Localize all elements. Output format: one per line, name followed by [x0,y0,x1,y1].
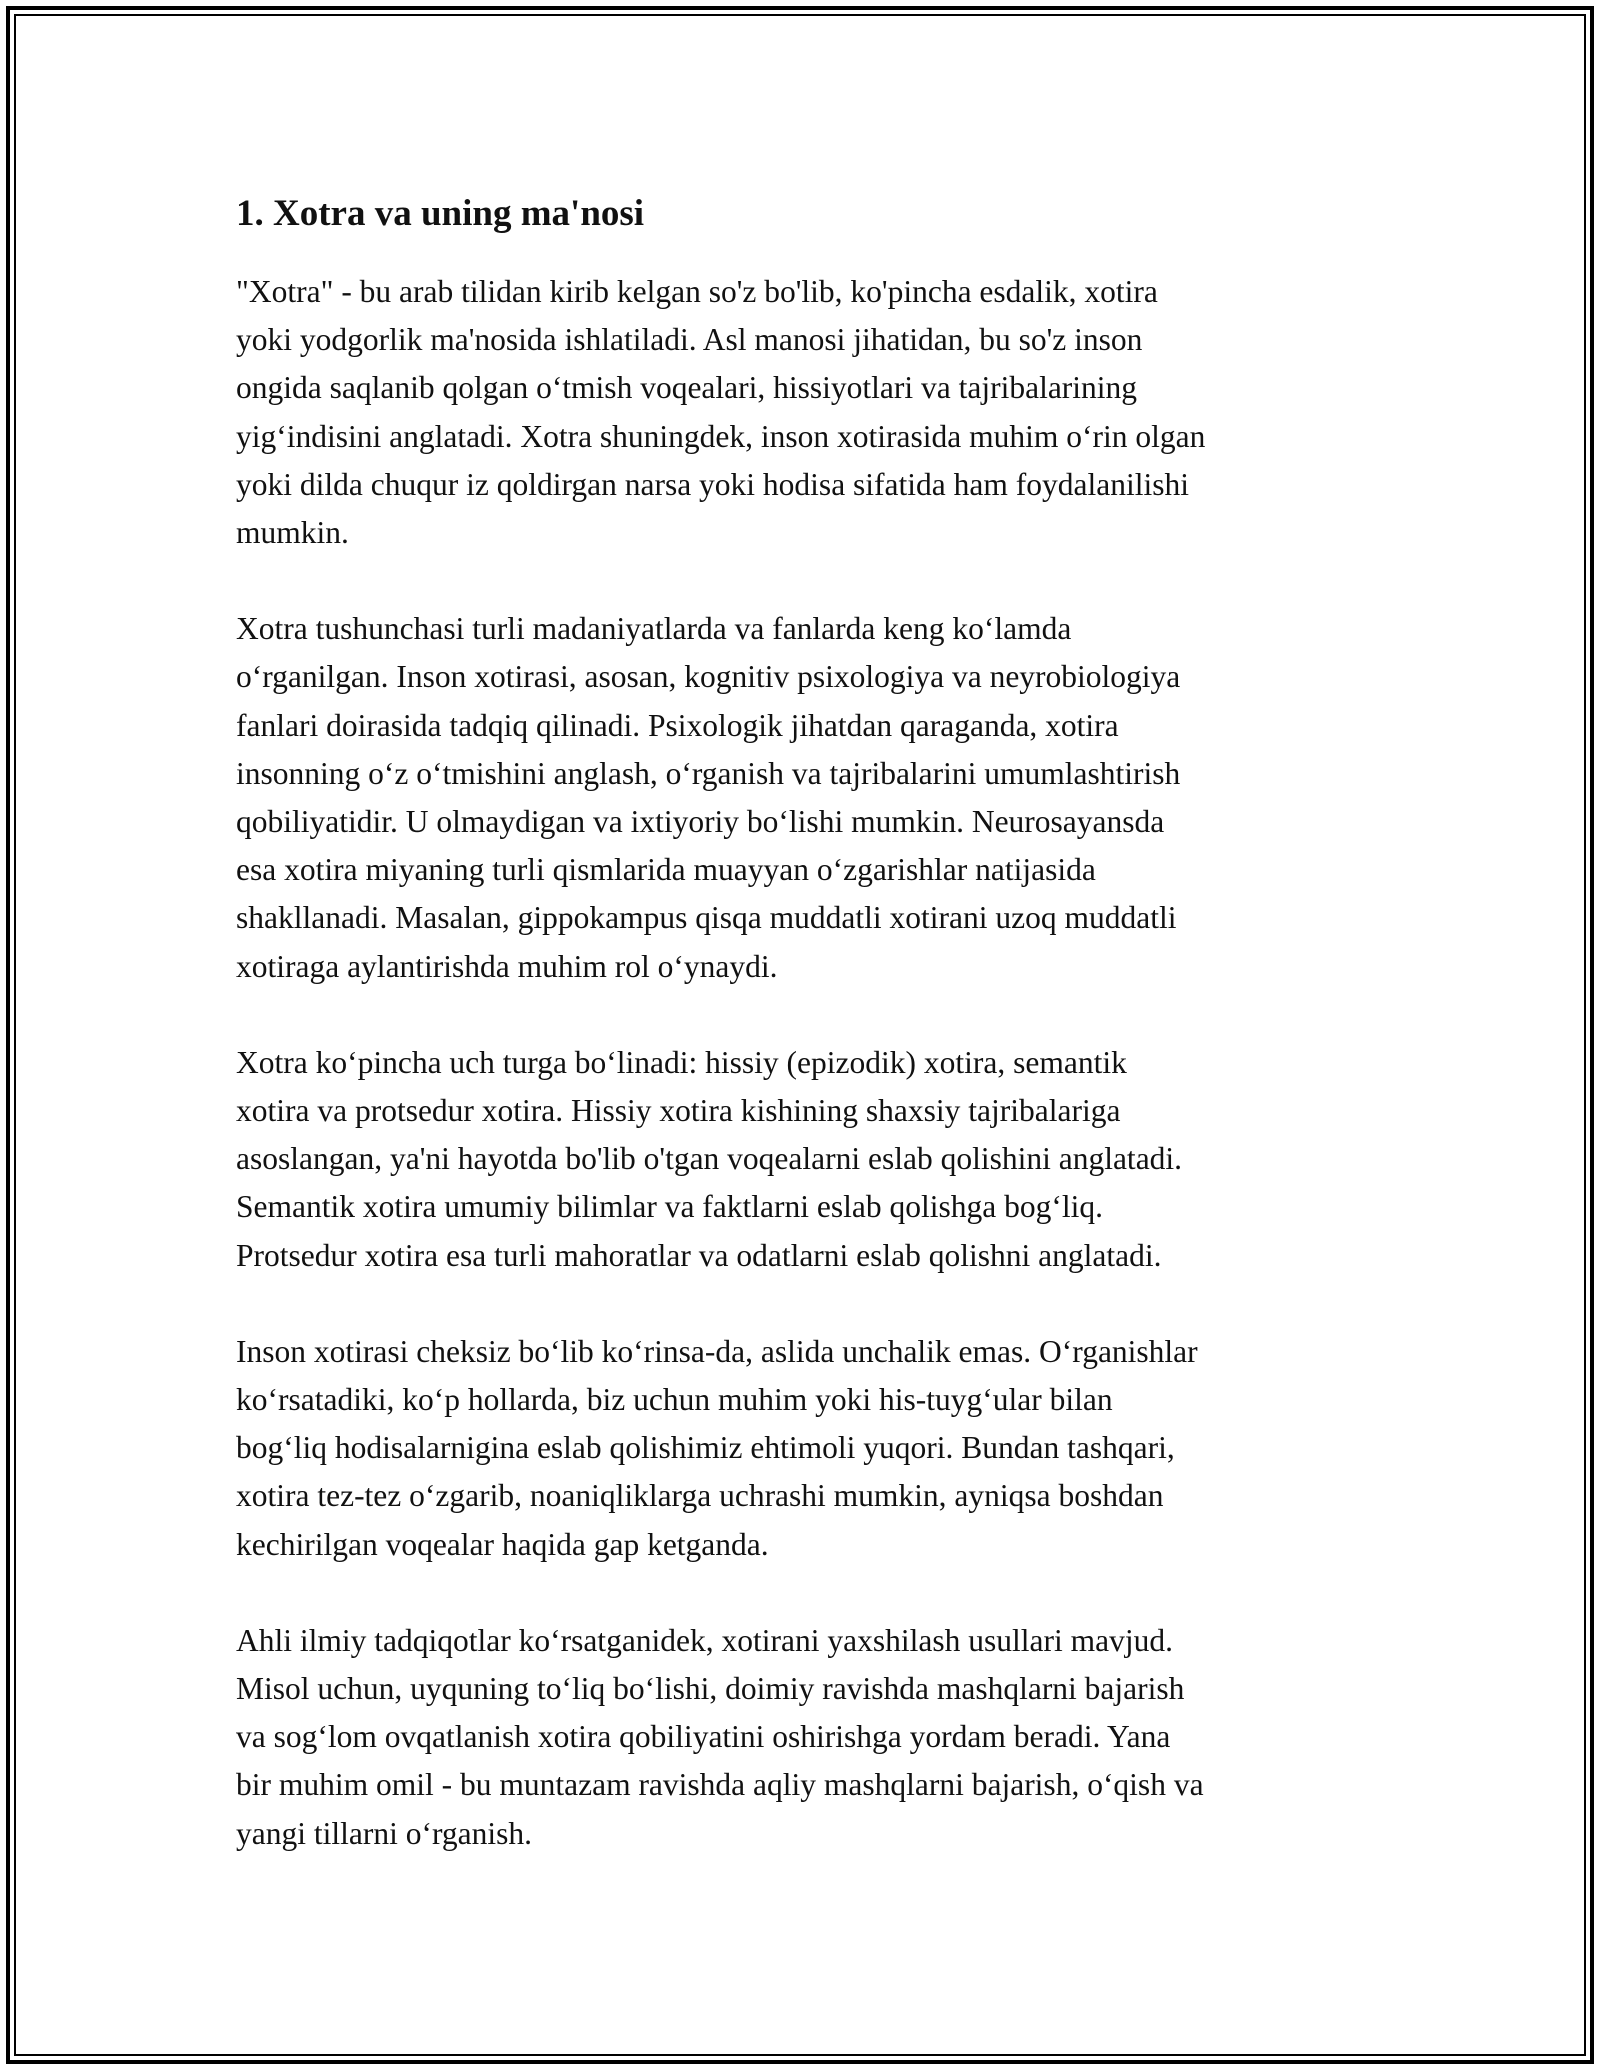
text-line: "Xotra" - bu arab tilidan kirib kelgan so'z bo'lib, ko'pincha esdalik, xotira [236,274,1158,309]
text-line: xotiraga aylantirishda muhim rol o‘ynaydi. [236,948,778,984]
text-line: bog‘liq hodisalarnigina eslab qolishimiz ehtimoli yuqori. Bundan tashqari, [236,1430,1175,1466]
text-line: Xotra ko‘pincha uch turga bo‘linadi: hissiy (epizodik) xotira, semantik [236,1044,1127,1080]
text-line: Semantik xotira umumiy bilimlar va faktlarni eslab qolishga bog‘liq. [236,1189,1103,1225]
paragraph-4 [236,1328,1376,1569]
text-line: esa xotira miyaning turli qismlarida muayyan o‘zgarishlar natijasida [236,852,1096,888]
text-line: Ahli ilmiy tadqiqotlar ko‘rsatganidek, xotirani yaxshilash usullari mavjud. [236,1622,1173,1658]
text-line: yoki yodgorlik ma'nosida ishlatiladi. Asl manosi jihatidan, bu so'z inson [236,322,1143,358]
text-line: yig‘indisini anglatadi. Xotra shuningdek, inson xotirasida muhim o‘rin olgan [236,418,1206,454]
text-line: Inson xotirasi cheksiz bo‘lib ko‘rinsa-da, aslida unchalik emas. O‘rganishlar [236,1333,1198,1369]
document-body [236,186,1376,1906]
text-line: Xotra tushunchasi turli madaniyatlarda va fanlarda keng ko‘lamda [236,611,1072,647]
text-line: yoki dilda chuqur iz qoldirgan narsa yoki hodisa sifatida ham foydalanilishi [236,466,1189,502]
text-line: qobiliyatidir. U olmaydigan va ixtiyoriy bo‘lishi mumkin. Neurosayansda [236,804,1165,840]
text-line: asoslangan, ya'ni hayotda bo'lib o'tgan voqealarni eslab qolishini anglatadi. [236,1141,1183,1177]
text-line: o‘rganilgan. Inson xotirasi, asosan, kognitiv psixologiya va neyrobiologiya [236,659,1181,695]
paragraph-3 [236,1039,1376,1280]
text-line: mumkin. [236,515,349,551]
text-line: va sog‘lom ovqatlanish xotira qobiliyatini oshirishga yordam beradi. Yana [236,1719,1171,1755]
text-line: ko‘rsatadiki, ko‘p hollarda, biz uchun muhim yoki his-tuyg‘ular bilan [236,1382,1113,1418]
text-line: shakllanadi. Masalan, gippokampus qisqa muddatli xotirani uzoq muddatli [236,900,1177,936]
text-line: Misol uchun, uyquning to‘liq bo‘lishi, doimiy ravishda mashqlarni bajarish [236,1671,1185,1707]
text-line: Protsedur xotira esa turli mahoratlar va odatlarni eslab qolishni anglatadi. [236,1237,1162,1273]
text-line: yangi tillarni o‘rganish. [236,1815,532,1851]
paragraph-1 [236,268,1376,557]
paragraph-2 [236,605,1376,991]
text-line: ongida saqlanib qolgan o‘tmish voqealari, hissiyotlari va tajribalarining [236,370,1138,406]
section-heading: 1. Xotra va uning ma'nosi [236,193,645,234]
paragraph-5 [236,1617,1376,1858]
text-line: xotira tez-tez o‘zgarib, noaniqliklarga uchrashi mumkin, ayniqsa boshdan [236,1478,1164,1514]
text-line: xotira va protsedur xotira. Hissiy xotira kishining shaxsiy tajribalariga [236,1093,1121,1129]
text-line: bir muhim omil - bu muntazam ravishda aqliy mashqlarni bajarish, o‘qish va [236,1767,1204,1803]
text-line: kechirilgan voqealar haqida gap ketganda. [236,1526,769,1562]
text-line: fanlari doirasida tadqiq qilinadi. Psixologik jihatdan qaraganda, xotira [236,707,1119,743]
text-line: insonning o‘z o‘tmishini anglash, o‘rganish va tajribalarini umumlashtirish [236,755,1181,791]
